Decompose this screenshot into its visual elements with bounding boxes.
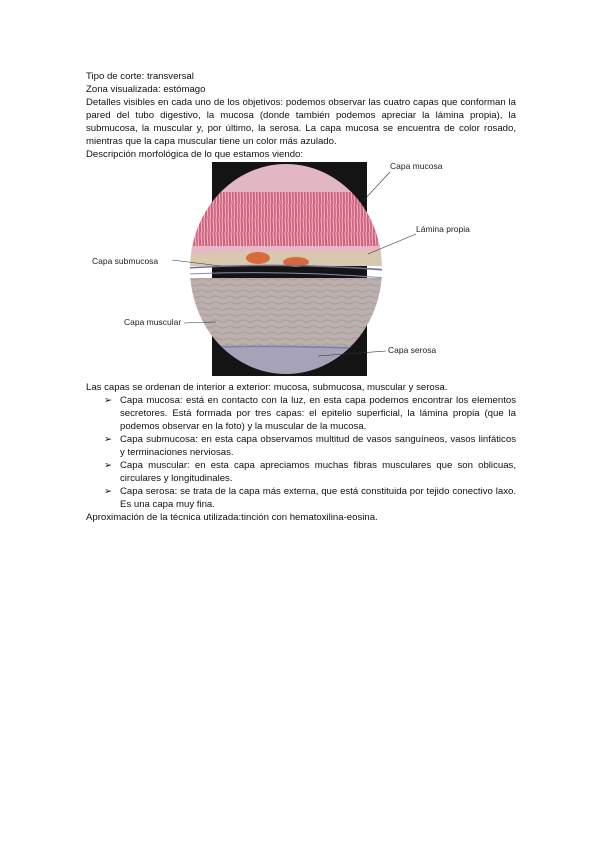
histology-figure — [86, 162, 516, 378]
layer-order: Las capas se ordenan de interior a exterior: mucosa, submucosa, muscular y serosa. — [86, 382, 448, 393]
blood-vessel — [246, 252, 270, 264]
label-submucosa: Capa submucosa — [92, 256, 159, 266]
label-serosa: Capa serosa — [388, 345, 437, 355]
muscular-layer — [186, 278, 386, 348]
description-heading: Descripción morfológica de lo que estamos viendo: — [86, 149, 304, 160]
technique: Aproximación de la técnica utilizada:tinción con hematoxilina-eosina. — [86, 512, 378, 523]
layers-list — [104, 394, 516, 511]
mucosa-layer — [186, 192, 386, 250]
label-muscular: Capa muscular — [124, 317, 182, 327]
list-item: ➢ Capa serosa: se trata de la capa más externa, que está constituida por tejido conectivo laxo. Es una capa muy fina. — [104, 486, 516, 510]
details-paragraph: Detalles visibles en cada uno de los objetivos: podemos observar las cuatro capas que conforman la pared del tubo digestivo, la mucosa (donde también podemos apreciar la lámina propia), la submucosa, la muscular y, por último, la serosa. La capa mucosa se encuentra de color rosado, mientras que la capa muscular tiene un color más azulado. — [86, 97, 516, 147]
arrow-bullet-icon: ➢ — [104, 434, 113, 445]
list-item: ➢ Capa muscular: en esta capa apreciamos muchas fibras musculares que son oblicuas, circulares y longitudinales. — [104, 460, 516, 484]
arrow-bullet-icon: ➢ — [104, 486, 113, 497]
document-page — [86, 70, 516, 524]
arrow-bullet-icon: ➢ — [104, 460, 113, 471]
list-item: ➢ Capa submucosa: en esta capa observamos multitud de vasos sanguíneos, vasos linfáticos y terminaciones nerviosas. — [104, 434, 516, 458]
list-item: ➢ Capa mucosa: está en contacto con la luz, en esta capa podemos encontrar los elementos secretores. Está formada por tres capas: el epitelio superficial, la lámina propia (que la podemos observar en la foto) y la muscular de la mucosa. — [104, 395, 516, 432]
arrow-bullet-icon: ➢ — [104, 395, 113, 406]
label-lamina-propia: Lámina propia — [416, 224, 470, 234]
pointer-line — [364, 172, 390, 200]
label-mucosa: Capa mucosa — [390, 161, 443, 171]
zone: Zona visualizada: estómago — [86, 84, 206, 95]
cut-type: Tipo de corte: transversal — [86, 71, 194, 82]
stomach-cross-section-image — [86, 162, 516, 378]
